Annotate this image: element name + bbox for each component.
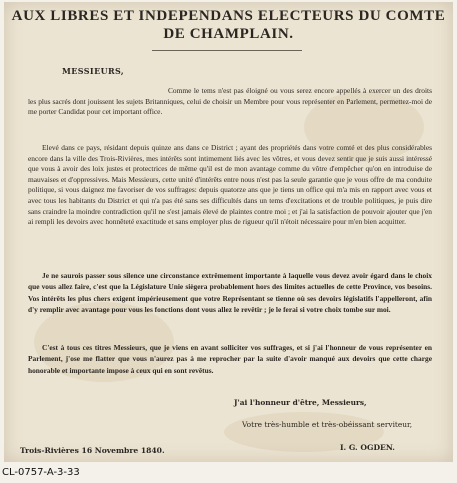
closing-line-2: Votre très-humble et très-obéissant serviteur, xyxy=(242,420,413,429)
closing-line-1: J'ai l'honneur d'être, Messieurs, xyxy=(234,398,367,407)
paragraph-2: Elevé dans ce pays, résidant depuis quinze ans dans ce District ; ayant des propriétés dans votre comté et des plus considérables encore dans la ville des Trois-Rivières, mes intérêts sont intimement liés avec les vôtres, et vous devez sentir que je suis aussi intéressé que vous à avoir des loix justes et protectrices de même qu'il est de mon avantage comme du vôtre d'empêcher qu'on en introduise de mauvaises et d'oppressives. Mais Messieurs, cette unité d'intérêts entre nous n'est pas la seule garantie que je vous offre de ma conduite politique, si vous daignez me favoriser de vos suffrages: depuis quatorze ans que je tiens un office qui m'a mis en rapport avec vous et avec tous les habitants du District et qui n'a pas été sans ses difficultés dans un tems d'excitations et de trouble politiques, je puis dire sans craindre la moindre contradiction qu'il ne s'est jamais élevé de plaintes contre moi ; et j'ai la satisfaction de pouvoir ajouter que j'en ai rempli les devoirs avec honnêteté exactitude et sans employer plus de rigueur qu'il n'étoit nécessaire pour m'en bien acquitter. xyxy=(28,143,432,227)
document-sheet xyxy=(4,2,453,462)
title-line-2: DE CHAMPLAIN. xyxy=(163,26,294,42)
paragraph-3: Je ne saurois passer sous silence une circonstance extrêmement importante à laquelle vous devez avoir égard dans le choix que vous allez faire, c'est que la Législature Unie siègera probablement hors des limites actuelles de cette Province, vos besoins. Vos intérêts les plus chers exigent impérieusement que votre Représentant se tienne où ses devoirs législatifs l'appelleront, afin d'y remplir avec avantage pour vous les fonctions dont vous allez le revêtir ; je le ferai si votre choix tombe sur moi. xyxy=(28,271,432,315)
place-date: Trois-Rivières 16 Novembre 1840. xyxy=(20,446,165,455)
title-line-1: AUX LIBRES ET INDEPENDANS ELECTEURS DU COMTE xyxy=(11,8,446,24)
title-rule xyxy=(152,50,302,51)
author-signature: I. G. OGDEN. xyxy=(340,443,395,452)
paragraph-1: Comme le tems n'est pas éloigné ou vous serez encore appellés à exercer un des droits les plus sacrés dont jouissent les sujets Britanniques, celui de choisir un Membre pour vous représenter en Parlement, permettez-moi de me porter Candidat pour cet important office. xyxy=(28,86,432,117)
archive-reference: CL-0757-A-3-33 xyxy=(2,467,80,478)
salutation: MESSIEURS, xyxy=(62,66,125,76)
paragraph-4: C'est à tous ces titres Messieurs, que je viens en avant solliciter vos suffrages, et si j'ai l'honneur de vous représenter en Parlement, j'ose me flatter que vous n'aurez pas à me reprocher par la suite d'avoir manqué aux devoirs que cette charge honorable et importante impose à ceux qui en sont revêtus. xyxy=(28,343,432,375)
